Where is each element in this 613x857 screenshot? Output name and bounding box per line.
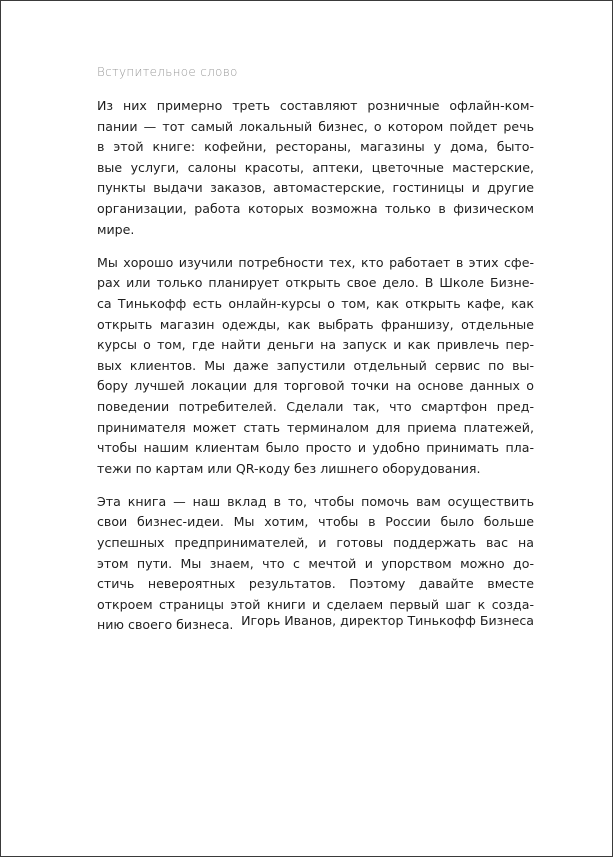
text-line: тежи по картам или QR-коду без лишнего оборудования.	[97, 460, 481, 476]
text-line: принимателя может стать терминалом для приема платежей,	[97, 419, 534, 435]
text-line: свои бизнес-идеи. Мы хотим, чтобы в России было больше	[97, 514, 534, 530]
text-line: этом пути. Мы знаем, что с мечтой и упорством можно до-	[97, 555, 534, 571]
text-line: вых клиентов. Мы даже запустили отдельный сервис по вы-	[97, 357, 534, 373]
signature: Игорь Иванов, директор Тинькофф Бизнеса	[241, 613, 534, 628]
text-line: нию своего бизнеса.	[97, 617, 234, 633]
text-line: мире.	[97, 221, 135, 237]
text-line: бору лучшей локации для торговой точки на основе данных о	[97, 378, 534, 394]
text-line: организации, работа которых возможна только в физическом	[97, 200, 534, 216]
text-line: поведении потребителей. Сделали так, что смартфон пред-	[97, 398, 534, 414]
text-line: открыть магазин одежды, как выбрать франшизу, отдельные	[97, 316, 534, 332]
text-line: Из них примерно треть составляют розничные офлайн-ком-	[97, 98, 534, 113]
text-line: чтобы нашим клиентам было просто и удобно принимать пла-	[97, 440, 534, 456]
paragraph-1	[97, 96, 534, 240]
text-line: вые услуги, салоны красоты, аптеки, цветочные мастерские,	[97, 159, 534, 175]
text-line: са Тинькофф есть онлайн-курсы о том, как открыть кафе, как	[97, 295, 534, 311]
text-line: в этой книге: кофейни, рестораны, магазины у дома, быто-	[97, 139, 534, 155]
text-line: курсы о том, где найти деньги на запуск и как привлечь пер-	[97, 337, 534, 353]
text-line: откроем страницы этой книги и сделаем первый шаг к созда-	[97, 596, 534, 612]
text-line: Эта книга — наш вклад в то, чтобы помочь вам осуществить	[97, 493, 534, 509]
text-line: успешных предпринимателей, и готовы поддержать вас на	[97, 535, 534, 551]
text-line: пании — тот самый локальный бизнес, о котором пойдет речь	[97, 118, 534, 134]
page-body	[97, 96, 534, 649]
text-line: пункты выдачи заказов, автомастерские, гостиницы и другие	[97, 180, 534, 196]
text-line: стичь невероятных результатов. Поэтому давайте вместе	[97, 576, 534, 592]
running-head: Вступительное слово	[97, 65, 238, 79]
text-line: рах или только планирует открыть свое дело. В Школе Бизне-	[97, 275, 534, 291]
paragraph-2	[97, 253, 534, 480]
text-line: Мы хорошо изучили потребности тех, кто работает в этих сфе-	[97, 254, 534, 270]
